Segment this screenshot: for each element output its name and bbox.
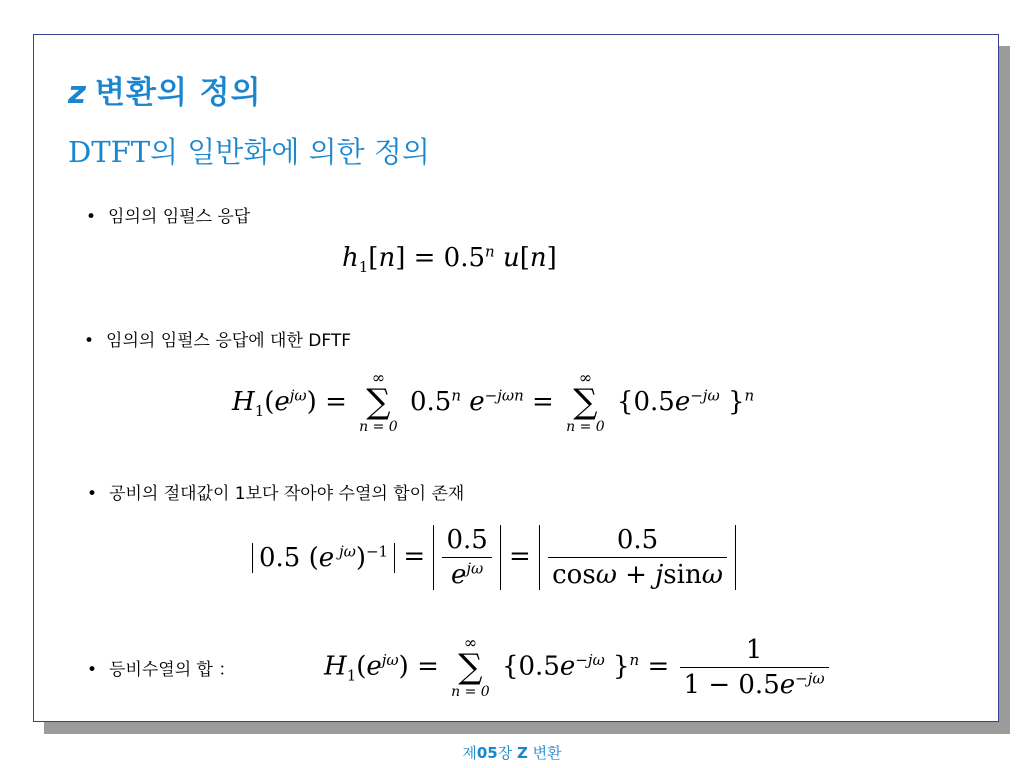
footer-chapter: [0, 742, 1024, 763]
bullet-dot: •: [84, 331, 95, 351]
equation-geometric-sum: $H_1(e^{j\omega})$ = ∞ ∑ n = 0 {$0.5e^{-j\omega}$ }$^n$ = $\frac{1}{1 - 0.5e^{-j\omega}}$: [324, 635, 831, 700]
title-text: 변환의 정의: [95, 75, 262, 111]
bullet-4: [87, 655, 235, 680]
bullet-dot: •: [86, 207, 97, 227]
footer-suffix: 변환: [527, 744, 562, 762]
footer-z: Z: [517, 744, 528, 762]
summation: ∞ ∑ n = 0: [451, 632, 490, 700]
bullet-dot: •: [87, 484, 98, 504]
bullet-1: [86, 202, 250, 227]
bullet-2-text: 임의의 임펄스 응답에 대한 DFTF: [106, 331, 352, 351]
title-z: z: [68, 75, 88, 111]
fraction: $\frac{1}{1 - 0.5e^{-j\omega}}$: [680, 635, 829, 700]
summation: ∞ ∑ n = 0: [566, 368, 605, 435]
bullet-3: [87, 479, 464, 504]
equation-dtft-sum: $H_1(e^{j\omega})$ = ∞ ∑ n = 0 0.5$^n$ $e^{-j\omega n}$ = ∞ ∑ n = 0 {$0.5e^{-j\omega}$ }$^n$: [232, 368, 755, 435]
footer-prefix: 제: [462, 744, 477, 762]
slide-subtitle: DTFT의 일반화에 의한 정의: [68, 135, 430, 169]
footer-chapter-number: 05: [476, 744, 498, 762]
slide-title: [68, 67, 262, 112]
equation-ratio-magnitude: 0.5 (e $^{j\omega}$)$^{-1}$ = $\frac{0.5}{e^{j\omega}}$ = $\frac{0.5}{\cos\omega + jsin\omega}$: [252, 525, 736, 590]
equation-impulse-response: $h_1[n] = 0.5^n$ u[n]: [342, 242, 557, 277]
bullet-dot: •: [87, 660, 98, 680]
bullet-4-text: 등비수열의 합 ：: [109, 660, 236, 680]
slide: [33, 34, 999, 722]
summation: ∞ ∑ n = 0: [359, 368, 398, 435]
footer-mid: 장: [497, 744, 517, 762]
bullet-2: [84, 326, 351, 351]
bullet-3-text: 공비의 절대값이 1보다 작아야 수열의 합이 존재: [109, 484, 465, 504]
bullet-1-text: 임의의 임펄스 응답: [108, 207, 251, 227]
